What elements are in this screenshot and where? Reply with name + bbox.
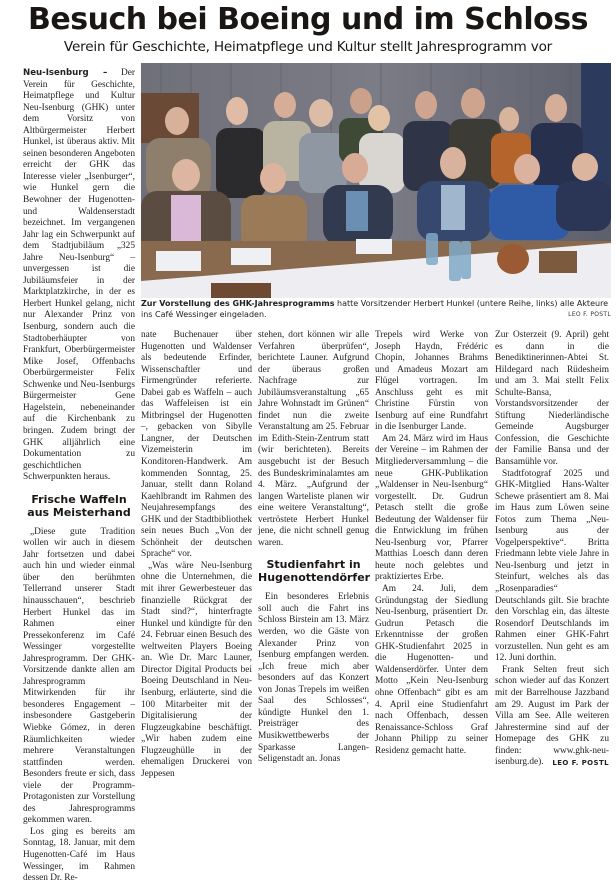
paragraph: „Diese gute Tradition wollen wir auch in diesem Jahr fortsetzen und dabei auch hin und wieder einmal über den berühmten Tellerrand unserer Stadt hinausschauen“, beschrieb Herbert Hunkel das im Rahmen einer Pressekonferenz im Café Wessinger vorgestellte Jahresprogramm. Der GHK-Vorsitzende dankte allen am Jahresprogramm Mitwirkenden für ihr besonderes Engagement – insbesondere Gastgeberin Wiebke Gómez, in deren Räumlichkeiten wieder mehrere Veranstaltungen stattfinden werden. Besonders freute er sich, dass viele der Programm-Protagonisten zur Vorstellung des Jahresprogramms gekommen waren. — [23, 526, 135, 826]
column-4 — [375, 330, 488, 757]
paragraph: stehen, dort können wir alle Verfahren überprüfen“, berichtete Launer. Aufgrund der überaus großen Nachfrage zur Jubiläumsveranstaltung „65 Jahre Wohnstadt im Grünen“ findet nun die zweite Veranstaltung am 25. Februar im Edith-Stein-Zentrum statt (wir berichteten). Bereits ausgebucht ist der Besuch des Bundeskriminalamtes am 4. März. „Aufgrund der langen Warteliste planen wir eine weitere Veranstaltung“, vertröstete Herbert Hunkel jene, die nicht schnell genug waren. — [258, 330, 369, 548]
intro-paragraph — [23, 68, 135, 484]
group-photo — [141, 63, 611, 298]
subhead-waffeln: Frische Waffeln aus Meisterhand — [27, 492, 131, 519]
subheadline: Verein für Geschichte, Heimatpflege und Kultur stellt Jahresprogramm vor — [63, 39, 553, 55]
photo-credit: LEO F. POSTL — [568, 310, 611, 318]
group-photo-image — [141, 63, 611, 298]
author-byline: LEO F. POSTL — [552, 759, 609, 768]
paragraph: Am 24. März wird im Haus der Vereine – im Rahmen der Mitgliederversammlung – die neue GHK-Publikation „Waldenser in Neu-Isenburg“ vorgestellt. Dr. Gudrun Petasch stellt die große Bedeutung der Waldenser für die Entwicklung im frühen Neu-Isenburg vor, Pfarrer Matthias Loesch dann deren heute noch gelebtes und praktiziertes Erbe. — [375, 433, 488, 583]
column-3 — [258, 330, 369, 766]
paragraph: Zur Osterzeit (9. April) geht es dann in die Benediktinerinnen-Abtei St. Hildegard nach Rüdesheim und am 3. Mai stellt Felix Schulte-Bansa, Vorstandsvorsitzender der Stiftung Niederländische Gemeinde Augsburger Confession, die Geschichte der Familie Bansa und der Bansamühle vor. — [495, 330, 609, 468]
paragraph: Ein besonderes Erlebnis soll auch die Fahrt ins Schloss Birstein am 13. März werden, wo die Gäste von Alexander Prinz von Isenburg empfangen werden. „Ich freue mich aber besonders auf das Konzert von Jonas Trepels im weißen Saal des Schlosses“, kündigte Hunkel den 1. Preisträger des Musikwettbewerbs der Sparkasse Langen-Seligenstadt an. Jonas — [258, 592, 369, 765]
paragraph-text: Frank Selten freut sich schon wieder auf das Konzert mit der Barrelhouse Jazzband am 29. August im Park der Villa am See. Alle weiteren Jahrestermine sind auf der Homepage des GHK zu finden: www.ghk-neu-isenburg.de). — [495, 664, 609, 768]
column-1 — [23, 68, 135, 885]
paragraph: Los ging es bereits am Sonntag, 18. Januar, mit dem Hugenotten-Café im Haus Wessinger, im Rahmen dessen Dr. Re- — [23, 826, 135, 884]
paragraph: Trepels wird Werke von Joseph Haydn, Frédéric Chopin, Johannes Brahms und Amadeus Mozart am Flügel vortragen. Im Anschluss geht es mit Christine Fürstin von Isenburg auf eine Rundfahrt in die Isenburger Lande. — [375, 330, 488, 433]
paragraph — [495, 665, 609, 769]
column-2 — [141, 330, 252, 780]
caption-text: hatte Vorsitzender Herbert Hunkel (untere Reihe, links) alle Akteure ins Café Wessinger eingeladen. — [141, 299, 609, 319]
caption-lead: Zur Vorstellung des GHK-Jahresprogramms — [141, 299, 335, 308]
paragraph: „Was wäre Neu-Isenburg ohne die Unternehmen, die mit ihrer Gewerbesteuer das finanzielle Rückgrat der Stadt sind?“, hinterfragte Hunkel und kündigte für den 24. Februar einen Besuch des weltweiten Players Boeing an. Wie Dr. Marc Launer, Director Digital Products bei Boeing Deutschland in Neu-Isenburg, erläuterte, sind die 100 Mitarbeiter mit der Digitalisierung der Flugzeugkabine beschäftigt. „Wir haben zudem eine Flugzeughülle in der ehemaligen Druckerei von Jeppesen — [141, 560, 252, 779]
paragraph: nate Buchenauer über Hugenotten und Waldenser als bedeutende Erfinder, Wissenschaftler und Firmengründer referierte. Dabei gab es Waffeln – auch das Waffeleisen ist ein Mitbringsel der Hugenotten –, gebacken von Sibylle Langner, der Deutschen Vizemeisterin im Konditoren-Handwerk. Am kommenden Sonntag, 25. Januar, stellt dann Roland Kaehlbrandt im Rahmen des Neujahresempfangs des GHK und der Stadtbibliothek sein neues Buch „Von der Schönheit der deutschen Sprache“ vor. — [141, 330, 252, 560]
dateline: Neu-Isenburg – — [23, 68, 108, 78]
paragraph: Am 24. Juli, dem Gründungstag der Siedlung Neu-Isenburg, präsentiert Dr. Gudrun Petasch die Erkenntnisse der großen GHK-Studienfahrt 2025 in die Hugenotten- und Waldenserdörfer. Unter dem Motto „Kein Neu-Isenburg ohne Offenbach“ gibt es am 4. April eine Studienfahrt nach Offenbach, dessen Renaissance-Schloss Graf Johann Philipp zu seiner Residenz gemacht hatte. — [375, 584, 488, 756]
column-5 — [495, 330, 609, 770]
headline: Besuch bei Boeing und im Schloss — [28, 2, 588, 37]
intro-text: Der Verein für Geschichte, Heimatpflege und Kultur Neu-Isenburg (GHK) unter dem Vorsitz von Altbürgermeister Herbert Hunkel, ist überaus aktiv. Mit seinen besonderen Angeboten erreicht der GHK das Interesse vieler „Isenburger“, wie Hunkel gern die Bewohner der Hugenotten- und Waldenserstadt bezeichnet. Im vergangenen Jahr lag ein Schwerpunkt auf dem Stadtjubiläum „325 Jahre Neu-Isenburg“ – unvergessen ist die Jubiläumsfeier in der Marktplatzkirche, in der es Herbert Hunkel gelang, nicht nur Alexander Prinz von Isenburg, sondern auch die Stadtoberhäupter von Frankfurt, Oberbürgermeister Mike Josef, Offenbachs Oberbürgermeister Felix Schwenke und Neu-Isenburgs Bürgermeister Gene Hagelstein, nebeneinander auf die Kirchenbank zu bringen. Zudem bringt der GHK alljährlich eine Dokumentation zu geschichtlichen Schwerpunkten heraus. — [23, 68, 135, 483]
paragraph: Stadtfotograf 2025 und GHK-Mitglied Hans-Walter Schewe präsentiert am 8. Mai im Haus zum Löwen seine Fotos zum Thema „Neu-Isenburg aus der Vogelperspektive“. Britta Friedmann lebte viele Jahre in Neu-Isenburg und jetzt in Steinfurt, welches als das „Rosenparadies“ Deutschlands gilt. Sie brachte den Vorschlag ein, das älteste Rosendorf Deutschlands im Rahmen einer GHK-Fahrt vorzustellen. Nun geht es am 12. Juni dorthin. — [495, 468, 609, 664]
subhead-studienfahrt: Studienfahrt in Hugenottendörfer — [258, 558, 371, 585]
photo-caption — [141, 299, 611, 320]
